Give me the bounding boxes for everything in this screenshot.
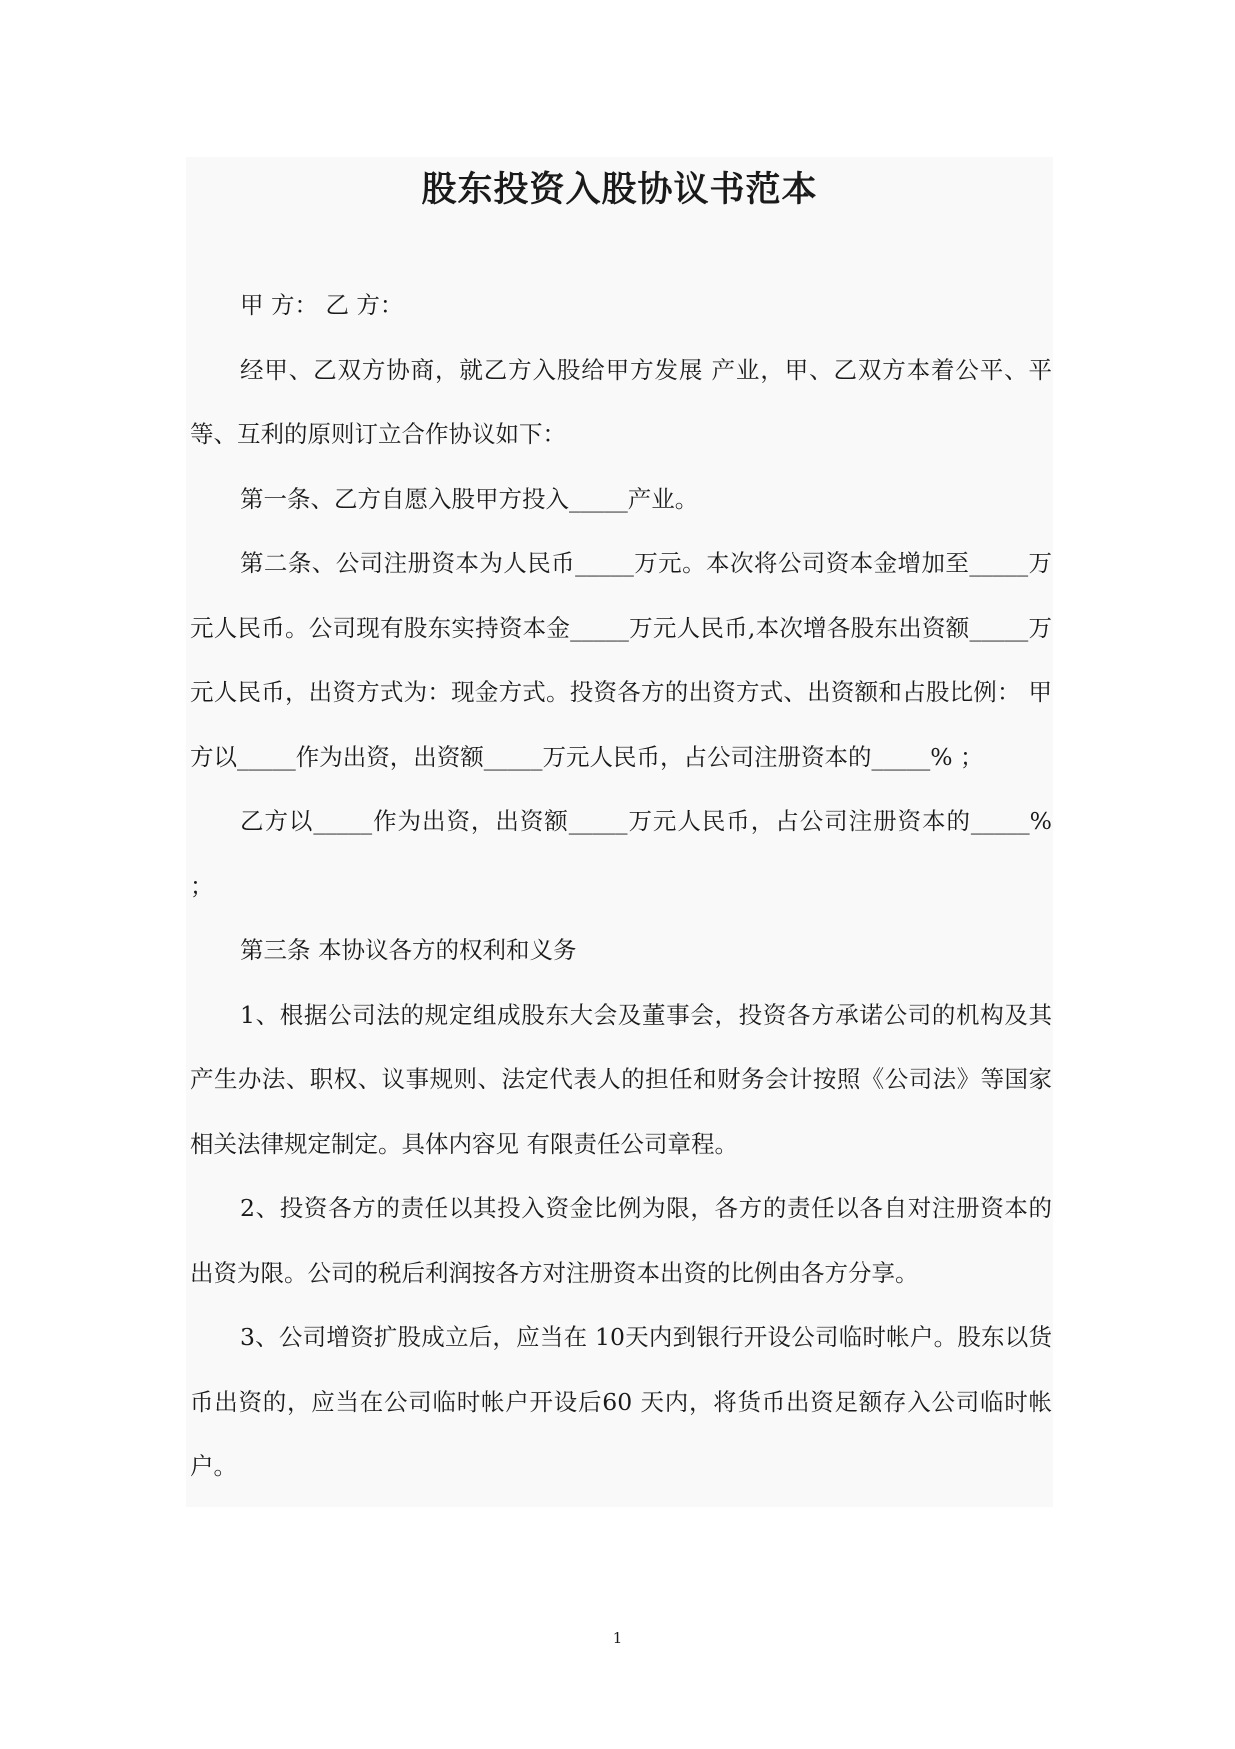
clause-3-paragraph: 3、公司增资扩股成立后，应当在 10天内到银行开设公司临时帐户。股东以货币出资的，应当在公司临时帐户开设后60 天内，将货币出资足额存入公司临时帐户。	[190, 1323, 1052, 1480]
article-1-paragraph: 第一条、乙方自愿入股甲方投入_____产业。	[240, 484, 699, 513]
page-number: 1	[612, 1629, 623, 1647]
parties-line: 甲 方： 乙 方：	[240, 291, 404, 319]
clause-1-paragraph: 1、根据公司法的规定组成股东大会及董事会，投资各方承诺公司的机构及其产生办法、职权、议事规则、法定代表人的担任和财务会计按照《公司法》等国家相关法律规定制定。具体内容见 有限责任公司章程。	[190, 1000, 1052, 1158]
article-3-heading: 第三条 本协议各方的权利和义务	[240, 936, 577, 964]
document-title: 股东投资入股协议书范本	[421, 169, 818, 210]
party-b-contribution-paragraph: 乙方以_____作为出资，出资额_____万元人民币，占公司注册资本的_____% ；	[190, 807, 1052, 900]
clause-2-paragraph: 2、投资各方的责任以其投入资金比例为限，各方的责任以各自对注册资本的出资为限。公司的税后利润按各方对注册资本出资的比例由各方分享。	[190, 1194, 1052, 1287]
preamble-paragraph: 经甲、乙双方协商，就乙方入股给甲方发展 产业，甲、乙双方本着公平、平等、互利的原则订立合作协议如下：	[190, 355, 1052, 448]
article-2-paragraph: 第二条、公司注册资本为人民币_____万元。本次将公司资本金增加至_____万元人民币。公司现有股东实持资本金_____万元人民币,本次增各股东出资额_____万元人民币，出资方式为：现金方式。投资各方的出资方式、出资额和占股比例： 甲方以_____作为出资，出资额_____万元人民币，占公司注册资本的_____% ；	[190, 549, 1052, 771]
document-body	[190, 273, 1052, 1499]
